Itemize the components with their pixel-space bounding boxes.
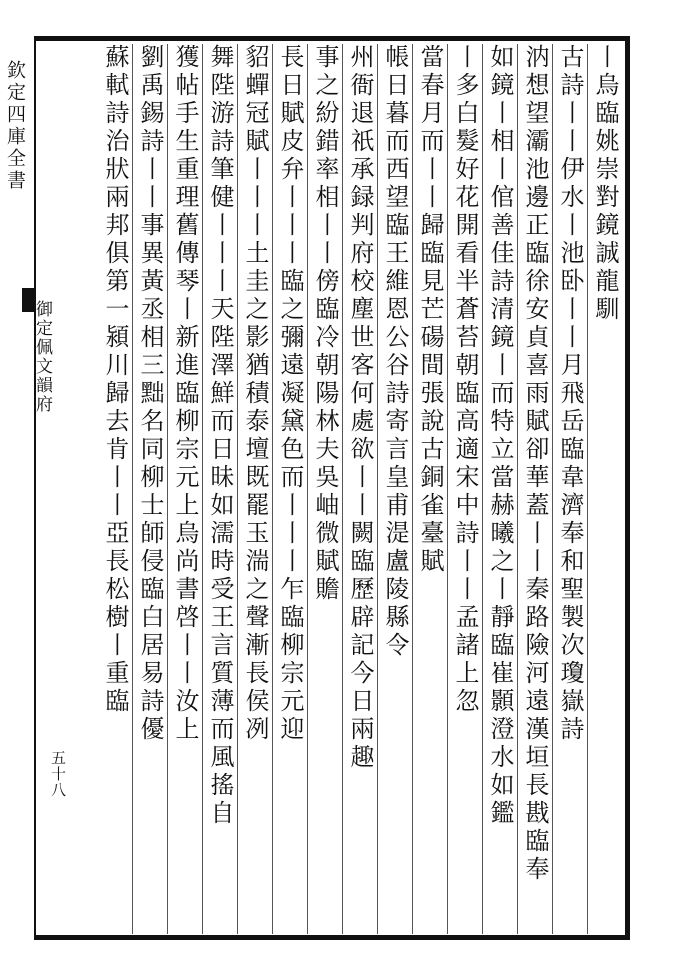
column-rule: [342, 44, 343, 934]
column-rule: [272, 44, 273, 934]
column-rule: [132, 44, 133, 934]
text-column: 丨多白髮好花開看半蒼苔朝臨高適宋中詩丨丨孟諸上忽: [451, 44, 479, 716]
text-column: 劉禹錫詩丨丨事異黃丞相三黜名同柳士師侵臨白居易詩優: [136, 44, 164, 744]
text-column: 帳日暮而西望臨王維恩公谷詩寄言皇甫湜盧陵縣令: [381, 44, 409, 660]
column-rule: [237, 44, 238, 934]
text-column: 獲帖手生重理舊傳琴丨新進臨柳宗元上烏尚書啓丨丨汝上: [171, 44, 199, 744]
column-rule: [552, 44, 553, 934]
text-column: 古詩丨丨伊水丨池卧丨丨月飛岳臨韋濟奉和聖製次瓊嶽詩: [556, 44, 584, 744]
page-number: 五十八: [49, 750, 67, 798]
column-rule: [307, 44, 308, 934]
text-column: 蘇軾詩治狀兩邦俱第一潁川歸去肯丨丨亞長松樹丨重臨: [101, 44, 129, 716]
column-rule: [202, 44, 203, 934]
text-column: 當春月而丨丨歸臨見芒碭間張說古銅雀臺賦: [416, 44, 444, 576]
text-column: 舞陛游詩筆健丨丨丨天陛澤鮮而日昧如濡時受王言質薄而風搖自: [206, 44, 234, 828]
text-column: 貂蟬冠賦丨丨丨土圭之影猶積泰壇既罷玉湍之聲漸長侯冽: [241, 44, 269, 744]
text-column: 州衙退祇承録判府校塵世客何處欲丨丨闕臨歷辟記今日兩趣: [346, 44, 374, 772]
column-rule: [587, 44, 588, 934]
column-rule: [377, 44, 378, 934]
text-column: 長日賦皮弁丨丨丨臨之彌遠凝黛色而丨丨丨乍臨柳宗元迎: [276, 44, 304, 744]
column-rule: [412, 44, 413, 934]
column-rule: [447, 44, 448, 934]
text-column: 事之紛錯率相丨丨傍臨冷朝陽林夫吳岫微賦贍: [311, 44, 339, 604]
text-column: 如鏡丨相丨倌善佳詩清鏡丨而特立當赫曦之丨靜臨崔顥澄水如鑑: [486, 44, 514, 828]
column-rule: [167, 44, 168, 934]
column-rule: [517, 44, 518, 934]
margin-title: 欽定四庫全書: [4, 60, 26, 192]
text-column: 丨烏臨姚崇對鏡誠龍馴: [591, 44, 619, 324]
column-rule: [482, 44, 483, 934]
text-column: 汭想望灞池邊正臨徐安貞喜雨賦卻華蓋丨丨秦路險河遠漢垣長戡臨奉: [521, 44, 549, 884]
margin-book-label: 御定佩文韻府: [32, 300, 52, 414]
